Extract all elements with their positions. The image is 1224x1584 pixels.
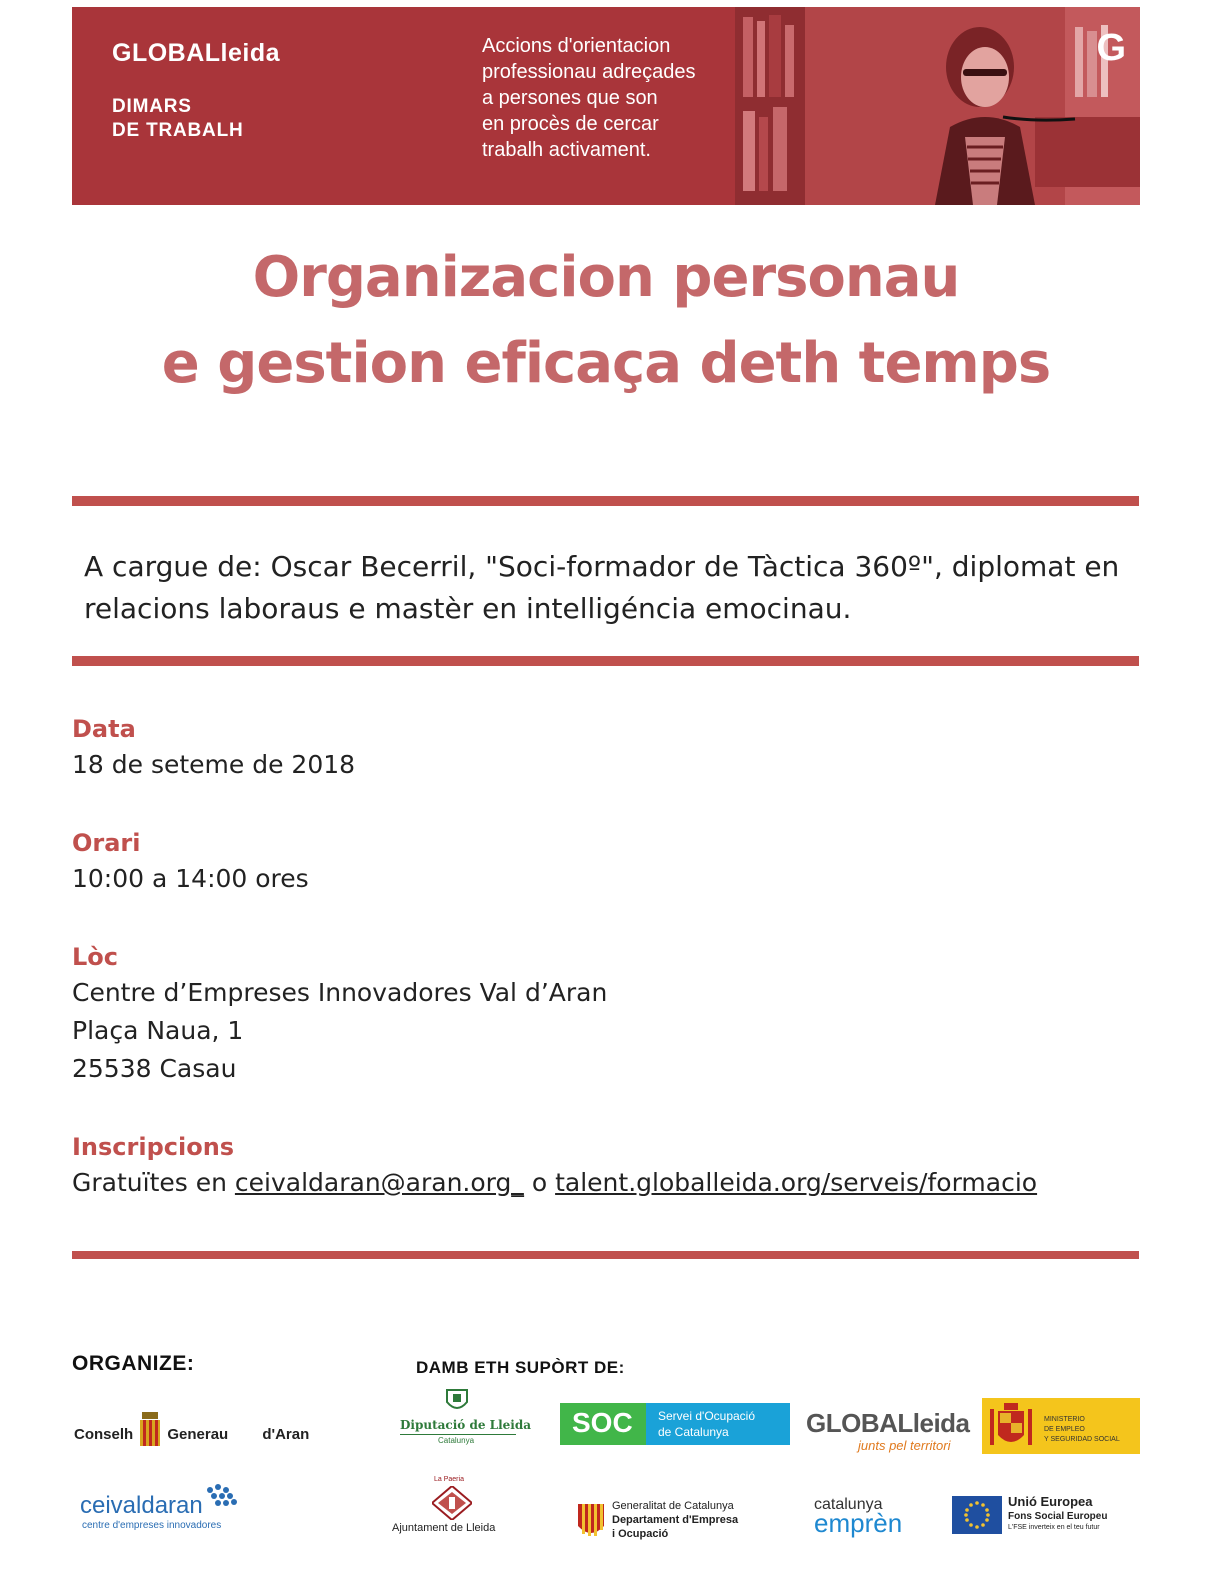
date-label: Data [72,715,136,743]
signup-label: Inscripcions [72,1133,235,1161]
soc-line-2: de Catalunya [658,1425,729,1439]
ceivaldaran-logo [80,1482,250,1534]
ajuntament-lleida-logo [392,1476,516,1538]
g-logo: G [1096,27,1126,69]
soc-line-1: Servei d'Ocupació [658,1409,756,1423]
signup-prefix: Gratuïtes en [72,1168,227,1197]
signup-section [72,1130,1037,1202]
diputacio-underline [400,1434,516,1435]
series-line-1: DIMARS [112,96,192,117]
event-title-line-2: e gestion eficaça deth temps [161,331,1051,396]
eu-line-1: Unió Europea [1008,1494,1093,1509]
generalitat-line-2: Departament d'Empresa [612,1514,739,1526]
time-section [72,826,309,898]
signup-email-link[interactable]: ceivaldaran@aran.org_ [234,1168,524,1197]
ajuntament-emblem-icon [432,1486,472,1520]
generalitat-line-1: Generalitat de Catalunya [612,1500,734,1512]
place-line: 25538 Casau [72,1054,237,1083]
generalitat-emblem-icon [576,1500,606,1540]
woman-at-desk-illustration [735,7,1140,205]
date-section [72,712,355,784]
ministerio-line-3: Y SEGURIDAD SOCIAL [1044,1436,1120,1443]
catalunya-emprene-line-1: catalunya [814,1496,883,1513]
series-line-2: DE TRABALH [112,120,244,141]
ministerio-line-2: DE EMPLEO [1044,1426,1085,1433]
diputacio-name: Diputació de Lleida [400,1418,532,1432]
ministerio-logo [982,1398,1140,1454]
spain-coat-of-arms-icon [986,1401,1036,1451]
signup-url-link[interactable]: talent.globalleida.org/serveis/formacio [555,1168,1038,1197]
conselh-generau-logo [74,1410,310,1456]
eu-flag-icon [952,1496,1002,1534]
soc-mark: SOC [572,1407,633,1438]
series-title [112,95,244,143]
support-heading: DAMB ETH SUPÒRT DE: [416,1358,625,1377]
speaker-line-2: relacions laboraus e mastèr en intelligéncia emocinau. [84,592,852,625]
banner-description-line: trabalh activament. [482,139,651,161]
eu-line-3: L'FSE inverteix en el teu futur [1008,1524,1100,1531]
diputacio-subtitle: Catalunya [438,1436,475,1445]
organize-heading: ORGANIZE: [72,1352,195,1375]
globalleida-tagline: junts pel territori [858,1438,951,1453]
ajuntament-top-label: La Paeria [434,1476,464,1483]
time-value: 10:00 a 14:00 ores [72,864,309,893]
speaker-line-1: A cargue de: Oscar Becerril, "Soci-formador de Tàctica 360º", diplomat en [84,550,1120,583]
banner-description-line: a persones que son [482,87,658,109]
event-title [72,235,1140,407]
brand-name: GLOBALleida [112,39,281,67]
soc-logo [560,1403,790,1445]
catalunya-emprene-logo [814,1496,934,1540]
banner-photo [735,7,1140,205]
eu-line-2: Fons Social Europeu [1008,1511,1108,1522]
place-line: Centre d’Empreses Innovadores Val d’Aran [72,978,608,1007]
conselh-name: Conselh Generau d'Aran [74,1426,310,1443]
generalitat-line-3: i Ocupació [612,1528,669,1540]
generalitat-logo [576,1498,766,1544]
globalleida-logo [806,1408,970,1454]
diputacio-lleida-logo [396,1386,532,1448]
diputacio-emblem-icon [444,1386,470,1414]
speaker-description [84,546,1134,630]
divider-bottom [72,1251,1139,1259]
ministerio-line-1: MINISTERIO [1044,1416,1085,1423]
place-section [72,940,607,1088]
divider-middle [72,656,1139,666]
signup-or: o [531,1168,548,1197]
place-label: Lòc [72,943,119,971]
time-label: Orari [72,829,141,857]
banner-description-line: en procès de cercar [482,113,659,135]
banner-description-line: professionau adreçades [482,61,696,83]
header-banner [72,7,1140,205]
eu-logo [952,1494,1138,1536]
signup-text [72,1164,1037,1202]
catalunya-emprene-line-2: emprèn [814,1508,903,1538]
divider-top [72,496,1139,506]
ceivaldaran-subtitle: centre d'empreses innovadores [82,1520,222,1531]
banner-description [482,33,732,163]
place-address [72,974,607,1088]
event-title-line-1: Organizacion personau [252,245,960,310]
globalleida-name: GLOBALleida [806,1408,970,1438]
ceivaldaran-name: ceivaldaran [80,1492,203,1519]
place-line: Plaça Naua, 1 [72,1016,244,1045]
banner-description-line: Accions d'orientacion [482,35,671,57]
date-value: 18 de seteme de 2018 [72,750,356,779]
ceivaldaran-dots-icon [204,1482,238,1512]
ajuntament-name: Ajuntament de Lleida [392,1522,496,1534]
